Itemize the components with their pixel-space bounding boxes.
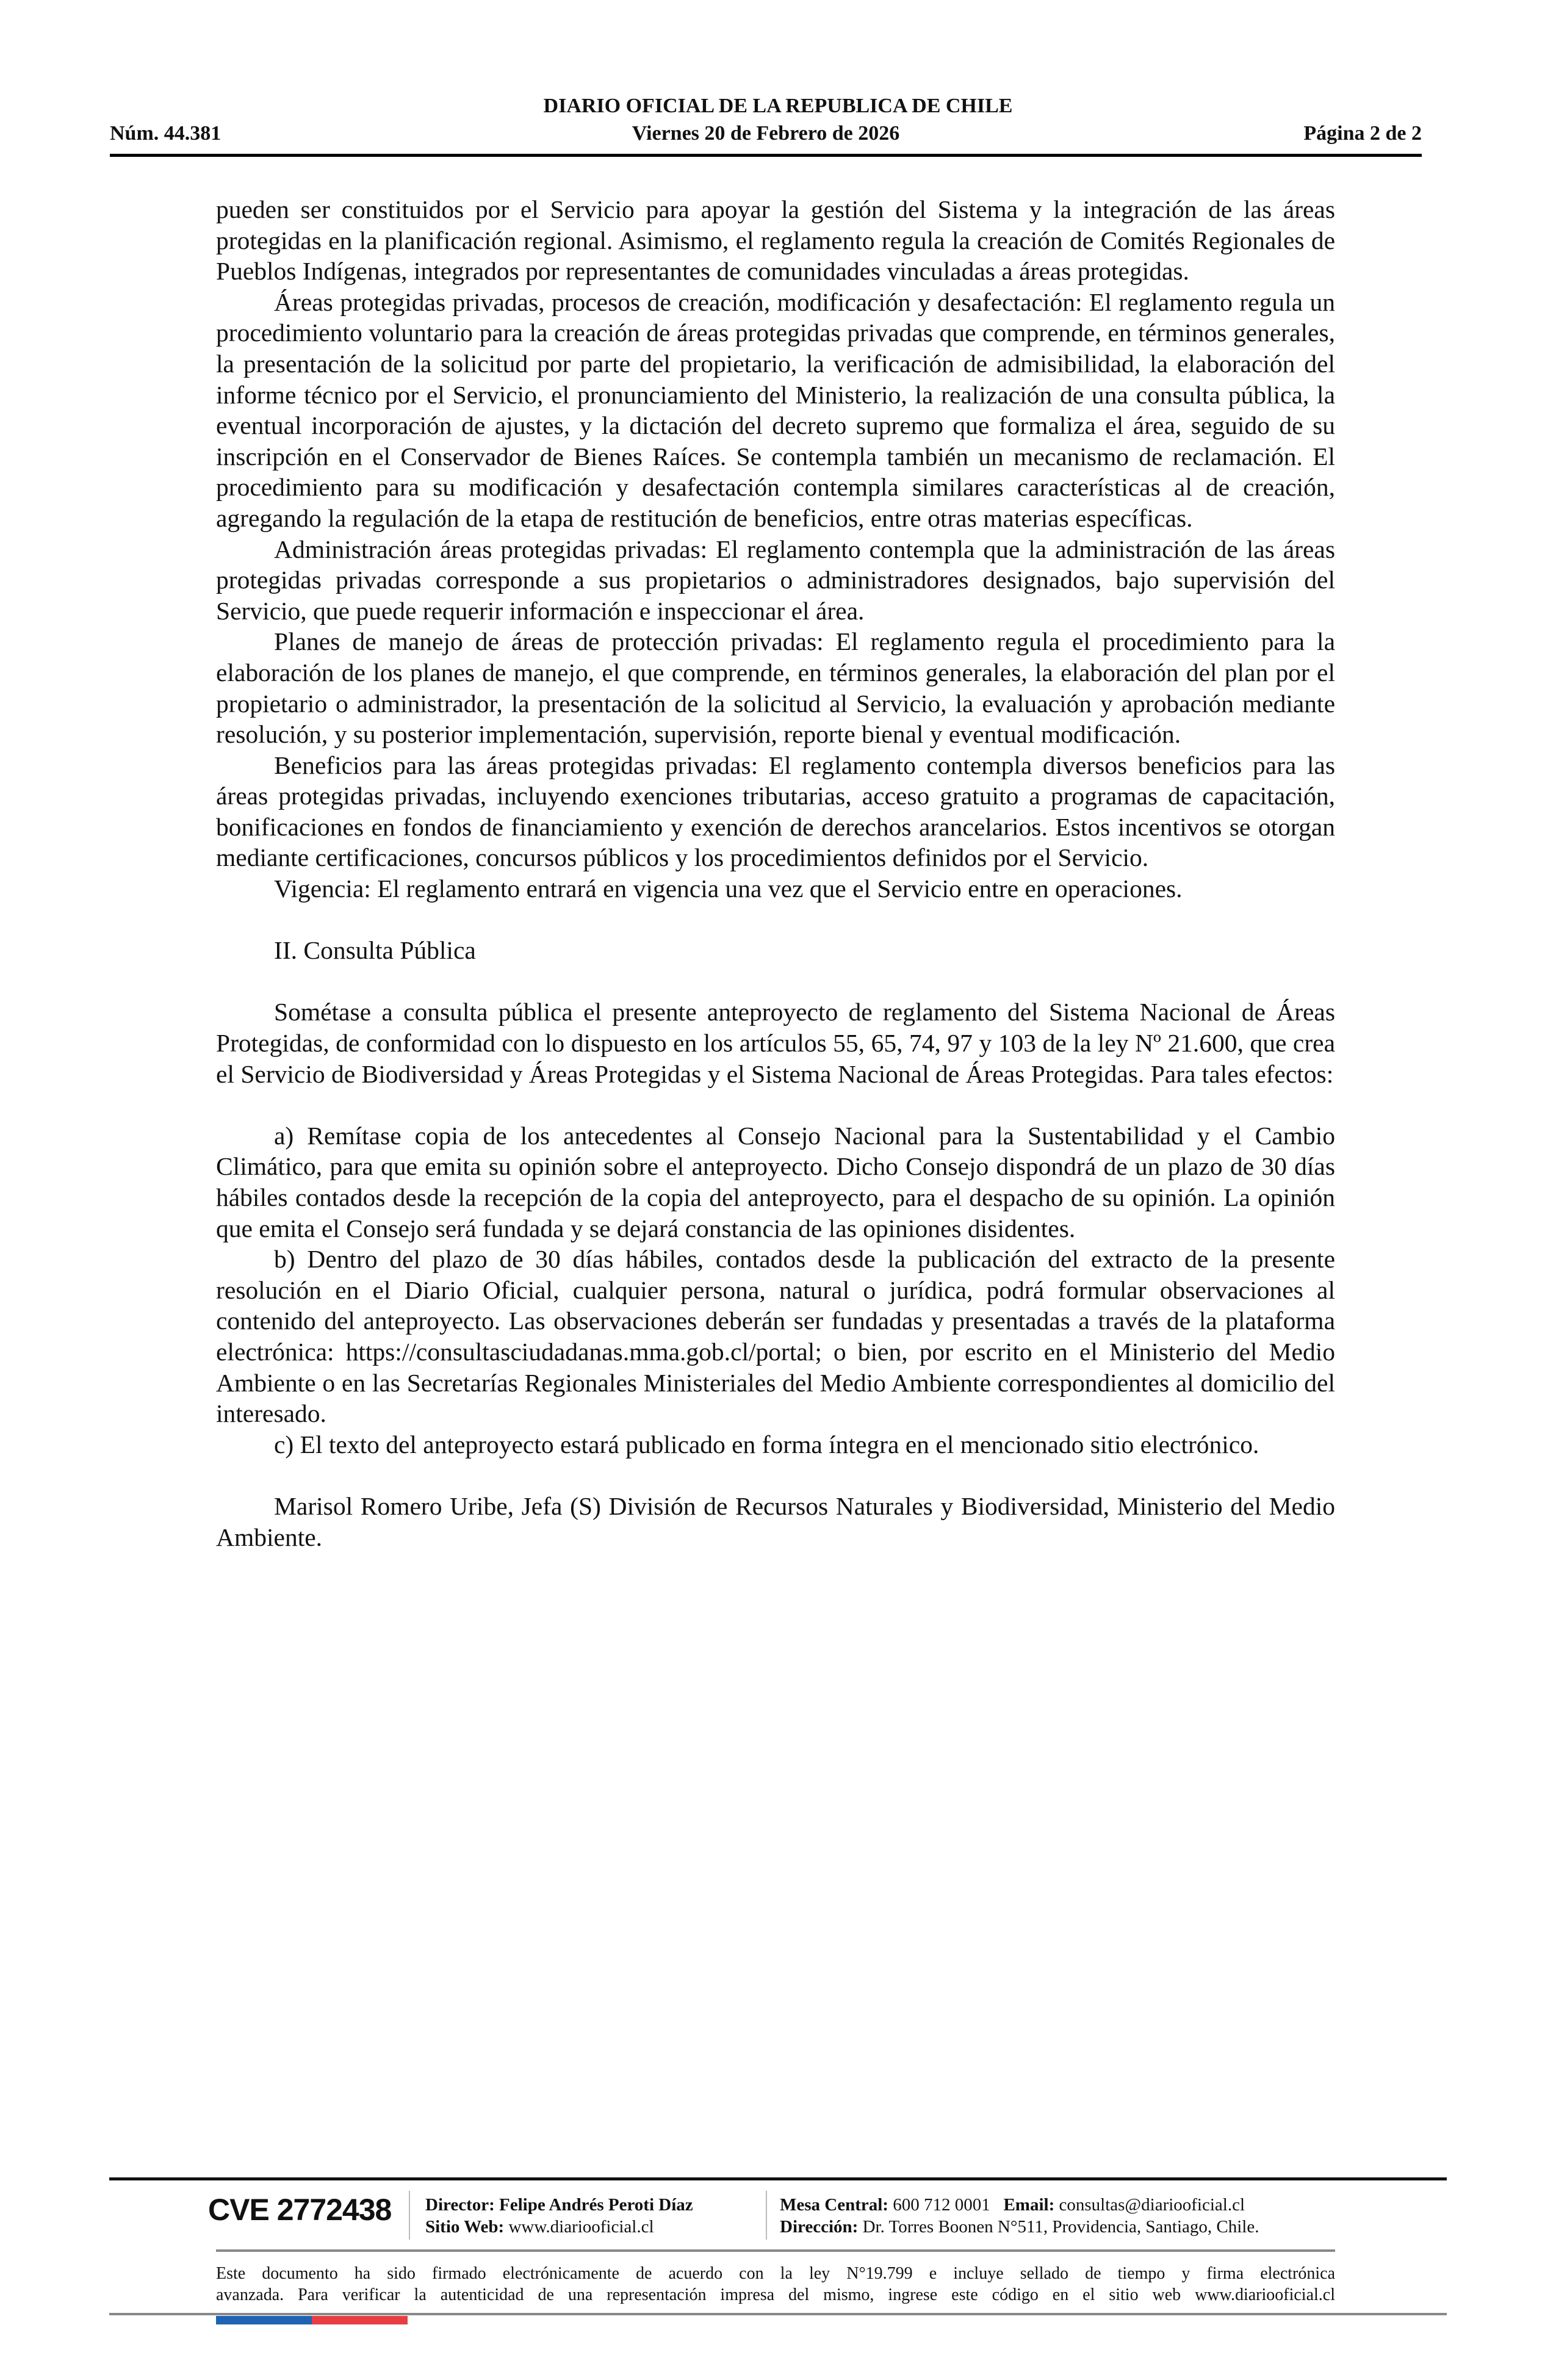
footer-divider	[216, 2249, 1335, 2252]
cve-code: CVE 2772438	[208, 2193, 392, 2227]
email-label: Email:	[1003, 2195, 1055, 2215]
footer-divider	[109, 2177, 1447, 2180]
paragraph: Administración áreas protegidas privadas: El reglamento contempla que la administración de las áreas protegidas privadas corresponde a sus propietarios o administradores designados, bajo supervisión del Servicio, que puede requerir información e inspeccionar el área.	[216, 535, 1335, 625]
director-name: Felipe Andrés Peroti Díaz	[499, 2195, 693, 2215]
email-link[interactable]: consultas@diariooficial.cl	[1059, 2195, 1245, 2215]
flag-stripe-red	[312, 2316, 408, 2324]
phone: 600 712 0001	[893, 2195, 990, 2215]
newspaper-title: DIARIO OFICIAL DE LA REPUBLICA DE CHILE	[543, 95, 1013, 117]
disclaimer	[216, 2263, 1335, 2306]
web-link[interactable]: www.diariooficial.cl	[508, 2217, 654, 2237]
disclaimer-line: Este documento ha sido firmado electrónicamente de acuerdo con la ley N°19.799 e incluye sellado de tiempo y firma electrónica	[216, 2264, 1335, 2283]
paragraph: Beneficios para las áreas protegidas privadas: El reglamento contempla diversos beneficios para las áreas protegidas privadas, incluyendo exenciones tributarias, acceso gratuito a programas de capacitación, bonificaciones en fondos de financiamiento y exención de derechos arancelarios. Estos incentivos se otorgan mediante certificaciones, concursos públicos y los procedimientos definidos por el Servicio.	[216, 751, 1335, 872]
header-divider	[110, 154, 1422, 157]
footer-separator	[409, 2191, 410, 2240]
document-body	[216, 194, 1335, 1552]
paragraph: b) Dentro del plazo de 30 días hábiles, contados desde la publicación del extracto de la presente resolución en el Diario Oficial, cualquier persona, natural o jurídica, podrá formular observaciones al contenido del anteproyecto. Las observaciones deberán ser fundadas y presentadas a través de la plataforma electrónica: https://consultasciudadanas.mma.gob.cl/portal; o bien, por escrito en el Ministerio del Medio Ambiente o en las Secretarías Regionales Ministeriales del Medio Ambiente correspondientes al domicilio del interesado.	[216, 1245, 1335, 1428]
footer-contact-block	[780, 2194, 1259, 2238]
footer-director-block	[425, 2194, 693, 2238]
web-label: Sitio Web:	[425, 2217, 505, 2237]
paragraph: a) Remítase copia de los antecedentes al Consejo Nacional para la Sustentabilidad y el Cambio Climático, para que emita su opinión sobre el anteproyecto. Dicho Consejo dispondrá de un plazo de 30 días hábiles contados desde la recepción de la copia del anteproyecto, para el despacho de su opinión. La opinión que emita el Consejo será fundada y se dejará constancia de las opiniones disidentes.	[216, 1121, 1335, 1242]
flag-stripe-blue	[216, 2316, 312, 2324]
signature: Marisol Romero Uribe, Jefa (S) División de Recursos Naturales y Biodiversidad, Ministerio del Medio Ambiente.	[216, 1491, 1335, 1551]
issue-date: Viernes 20 de Febrero de 2026	[632, 122, 900, 145]
paragraph: Sométase a consulta pública el presente anteproyecto de reglamento del Sistema Nacional de Áreas Protegidas, de conformidad con lo dispuesto en los artículos 55, 65, 74, 97 y 103 de la ley Nº 21.600, que crea el Servicio de Biodiversidad y Áreas Protegidas y el Sistema Nacional de Áreas Protegidas. Para tales efectos:	[216, 998, 1335, 1088]
address-label: Dirección:	[780, 2217, 859, 2237]
address: Dr. Torres Boonen N°511, Providencia, Santiago, Chile.	[862, 2217, 1259, 2237]
phone-label: Mesa Central:	[780, 2195, 888, 2215]
paragraph: c) El texto del anteproyecto estará publicado en forma íntegra en el mencionado sitio electrónico.	[274, 1430, 1259, 1459]
footer-separator	[766, 2191, 767, 2240]
paragraph: Vigencia: El reglamento entrará en vigencia una vez que el Servicio entre en operaciones.	[274, 874, 1183, 903]
issue-number: Núm. 44.381	[110, 122, 222, 145]
disclaimer-line: avanzada. Para verificar la autenticidad de una representación impresa del mismo, ingrese este código en el sitio web www.diariooficial.cl	[216, 2285, 1335, 2304]
paragraph: pueden ser constituidos por el Servicio para apoyar la gestión del Sistema y la integración de las áreas protegidas en la planificación regional. Asimismo, el reglamento regula la creación de Comités Regionales de Pueblos Indígenas, integrados por representantes de comunidades vinculadas a áreas protegidas.	[216, 195, 1335, 286]
paragraph: Planes de manejo de áreas de protección privadas: El reglamento regula el procedimiento para la elaboración de los planes de manejo, el que comprende, en términos generales, la elaboración del plan por el propietario o administrador, la presentación de la solicitud al Servicio, la evaluación y aprobación mediante resolución, y su posterior implementación, supervisión, reporte bienal y eventual modificación.	[216, 627, 1335, 749]
footer-divider	[109, 2313, 1447, 2315]
section-heading: II. Consulta Pública	[274, 936, 476, 965]
page-number: Página 2 de 2	[1303, 122, 1422, 145]
paragraph: Áreas protegidas privadas, procesos de creación, modificación y desafectación: El reglamento regula un procedimiento voluntario para la creación de áreas protegidas privadas que comprende, en términos generales, la presentación de la solicitud por parte del propietario, la verificación de admisibilidad, la elaboración del informe técnico por el Servicio, el pronunciamiento del Ministerio, la realización de una consulta pública, la eventual incorporación de ajustes, y la dictación del decreto supremo que formaliza el área, seguido de su inscripción en el Conservador de Bienes Raíces. Se contempla también un mecanismo de reclamación. El procedimiento para su modificación y desafectación contempla similares características al de creación, agregando la regulación de la etapa de restitución de beneficios, entre otras materias específicas.	[216, 287, 1335, 532]
director-label: Director:	[425, 2195, 495, 2215]
